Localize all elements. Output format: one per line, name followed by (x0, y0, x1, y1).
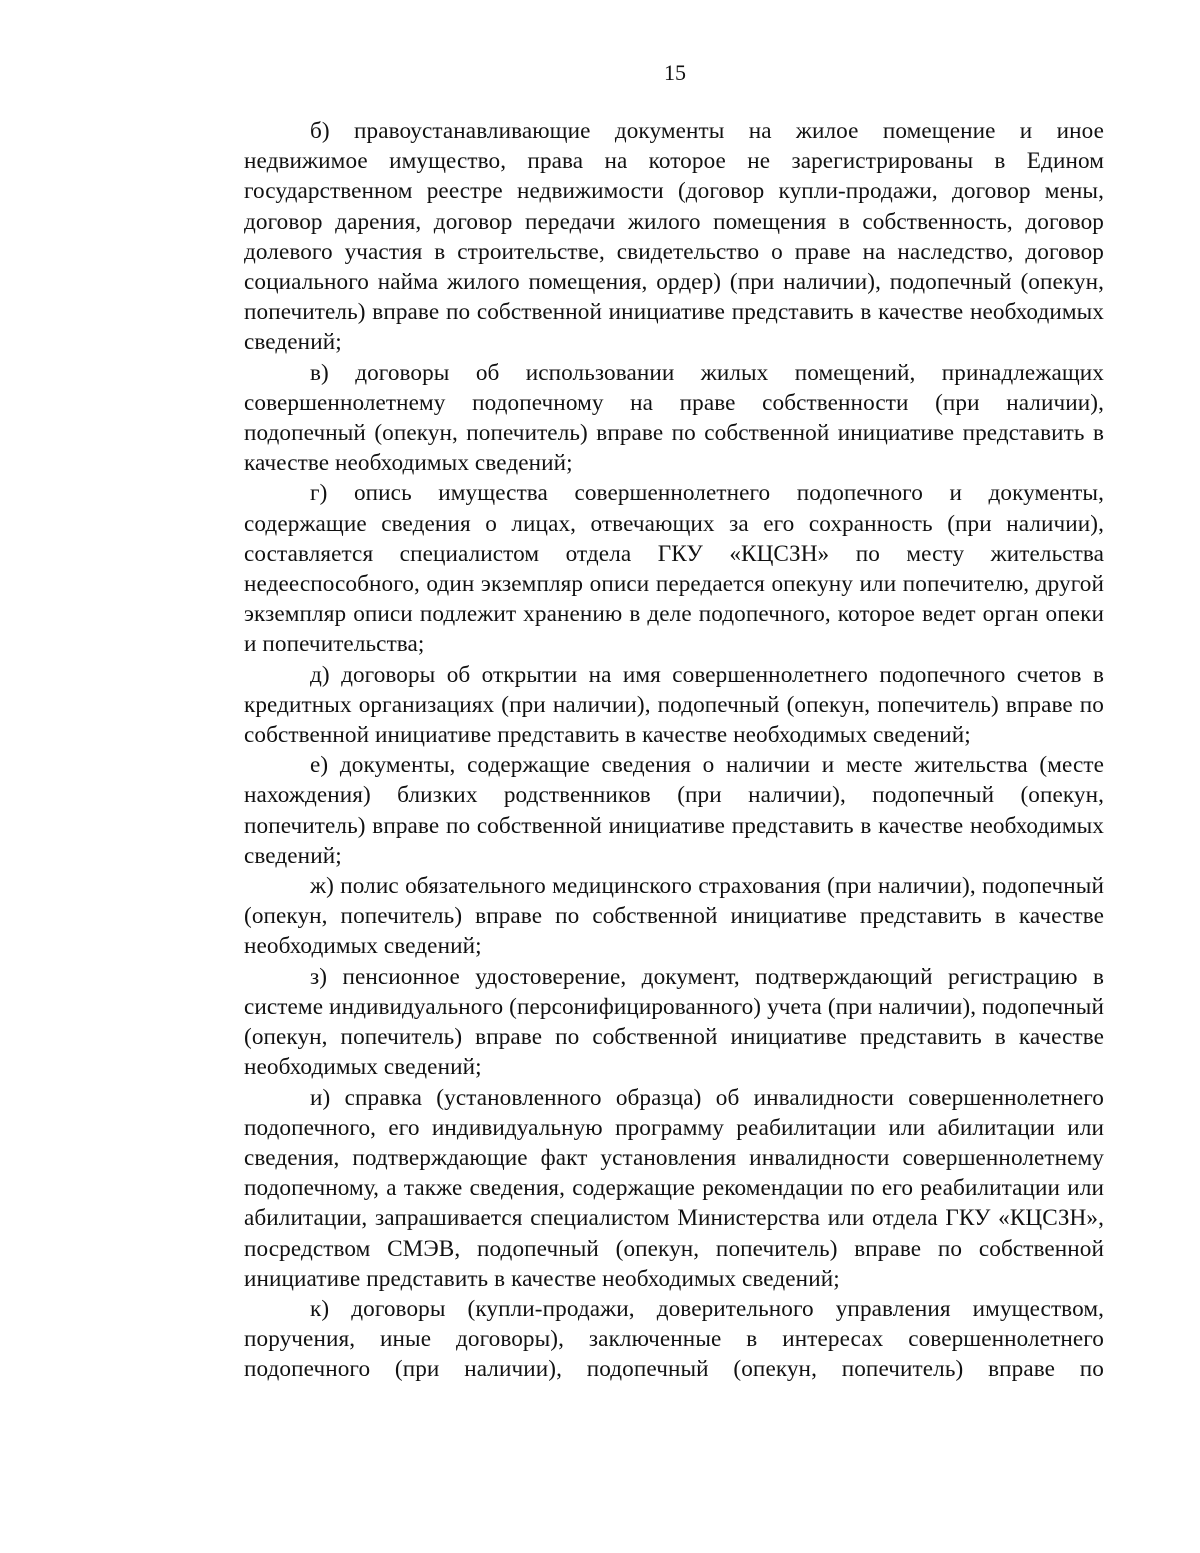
page-number: 15 (664, 60, 686, 85)
paragraph-b: б) правоустанавливающие документы на жилое помещение и иное недвижимое имущество, права на которое не зарегистрированы в Едином государственном реестре недвижимости (договор купли-продажи, договор мены, договор дарения, договор передачи жилого помещения в собственность, договор долевого участия в строительстве, свидетельство о праве на наследство, договор социального найма жилого помещения, ордер) (при наличии), подопечный (опекун, попечитель) вправе по собственной инициативе представить в качестве необходимых сведений; (244, 118, 1104, 356)
document-body (244, 116, 1104, 1385)
paragraph-e: е) документы, содержащие сведения о наличии и месте жительства (месте нахождения) близких родственников (при наличии), подопечный (опекун, попечитель) вправе по собственной инициативе представить в качестве необходимых сведений; (244, 752, 1104, 869)
paragraph-v: в) договоры об использовании жилых помещений, принадлежащих совершеннолетнему подопечному на праве собственности (при наличии), подопечный (опекун, попечитель) вправе по собственной инициативе представить в качестве необходимых сведений; (244, 359, 1104, 477)
paragraph-i: и) справка (установленного образца) об инвалидности совершеннолетнего подопечного, его индивидуальную программу реабилитации или абилитации или сведения, подтверждающие факт установления инвалидности совершеннолетнему подопечному, а также сведения, содержащие рекомендации по его реабилитации или абилитации, запрашивается специалистом Министерства или отдела ГКУ «КЦСЗН», посредством СМЭВ, подопечный (опекун, попечитель) вправе по собственной инициативе представить в качестве необходимых сведений; (244, 1084, 1104, 1292)
paragraph-k: к) договоры (купли-продажи, доверительного управления имуществом, поручения, иные договоры), заключенные в интересах совершеннолетнего подопечного (при наличии), подопечный (опекун, попечитель) вправе по (244, 1295, 1104, 1383)
paragraph-zh: ж) полис обязательного медицинского страхования (при наличии), подопечный (опекун, попечитель) вправе по собственной инициативе представить в качестве необходимых сведений; (244, 873, 1104, 960)
paragraph-d: д) договоры об открытии на имя совершеннолетнего подопечного счетов в кредитных организациях (при наличии), подопечный (опекун, попечитель) вправе по собственной инициативе представить в качестве необходимых сведений; (244, 661, 1104, 749)
paragraph-g: г) опись имущества совершеннолетнего подопечного и документы, содержащие сведения о лицах, отвечающих за его сохранность (при наличии), составляется специалистом отдела ГКУ «КЦСЗН» по месту жительства недееспособного, один экземпляр описи передается опекуну или попечителю, другой экземпляр описи подлежит хранению в деле подопечного, которое ведет орган опеки и попечительства; (244, 480, 1104, 658)
paragraph-z: з) пенсионное удостоверение, документ, подтверждающий регистрацию в системе индивидуального (персонифицированного) учета (при наличии), подопечный (опекун, попечитель) вправе по собственной инициативе представить в качестве необходимых сведений; (244, 963, 1104, 1081)
